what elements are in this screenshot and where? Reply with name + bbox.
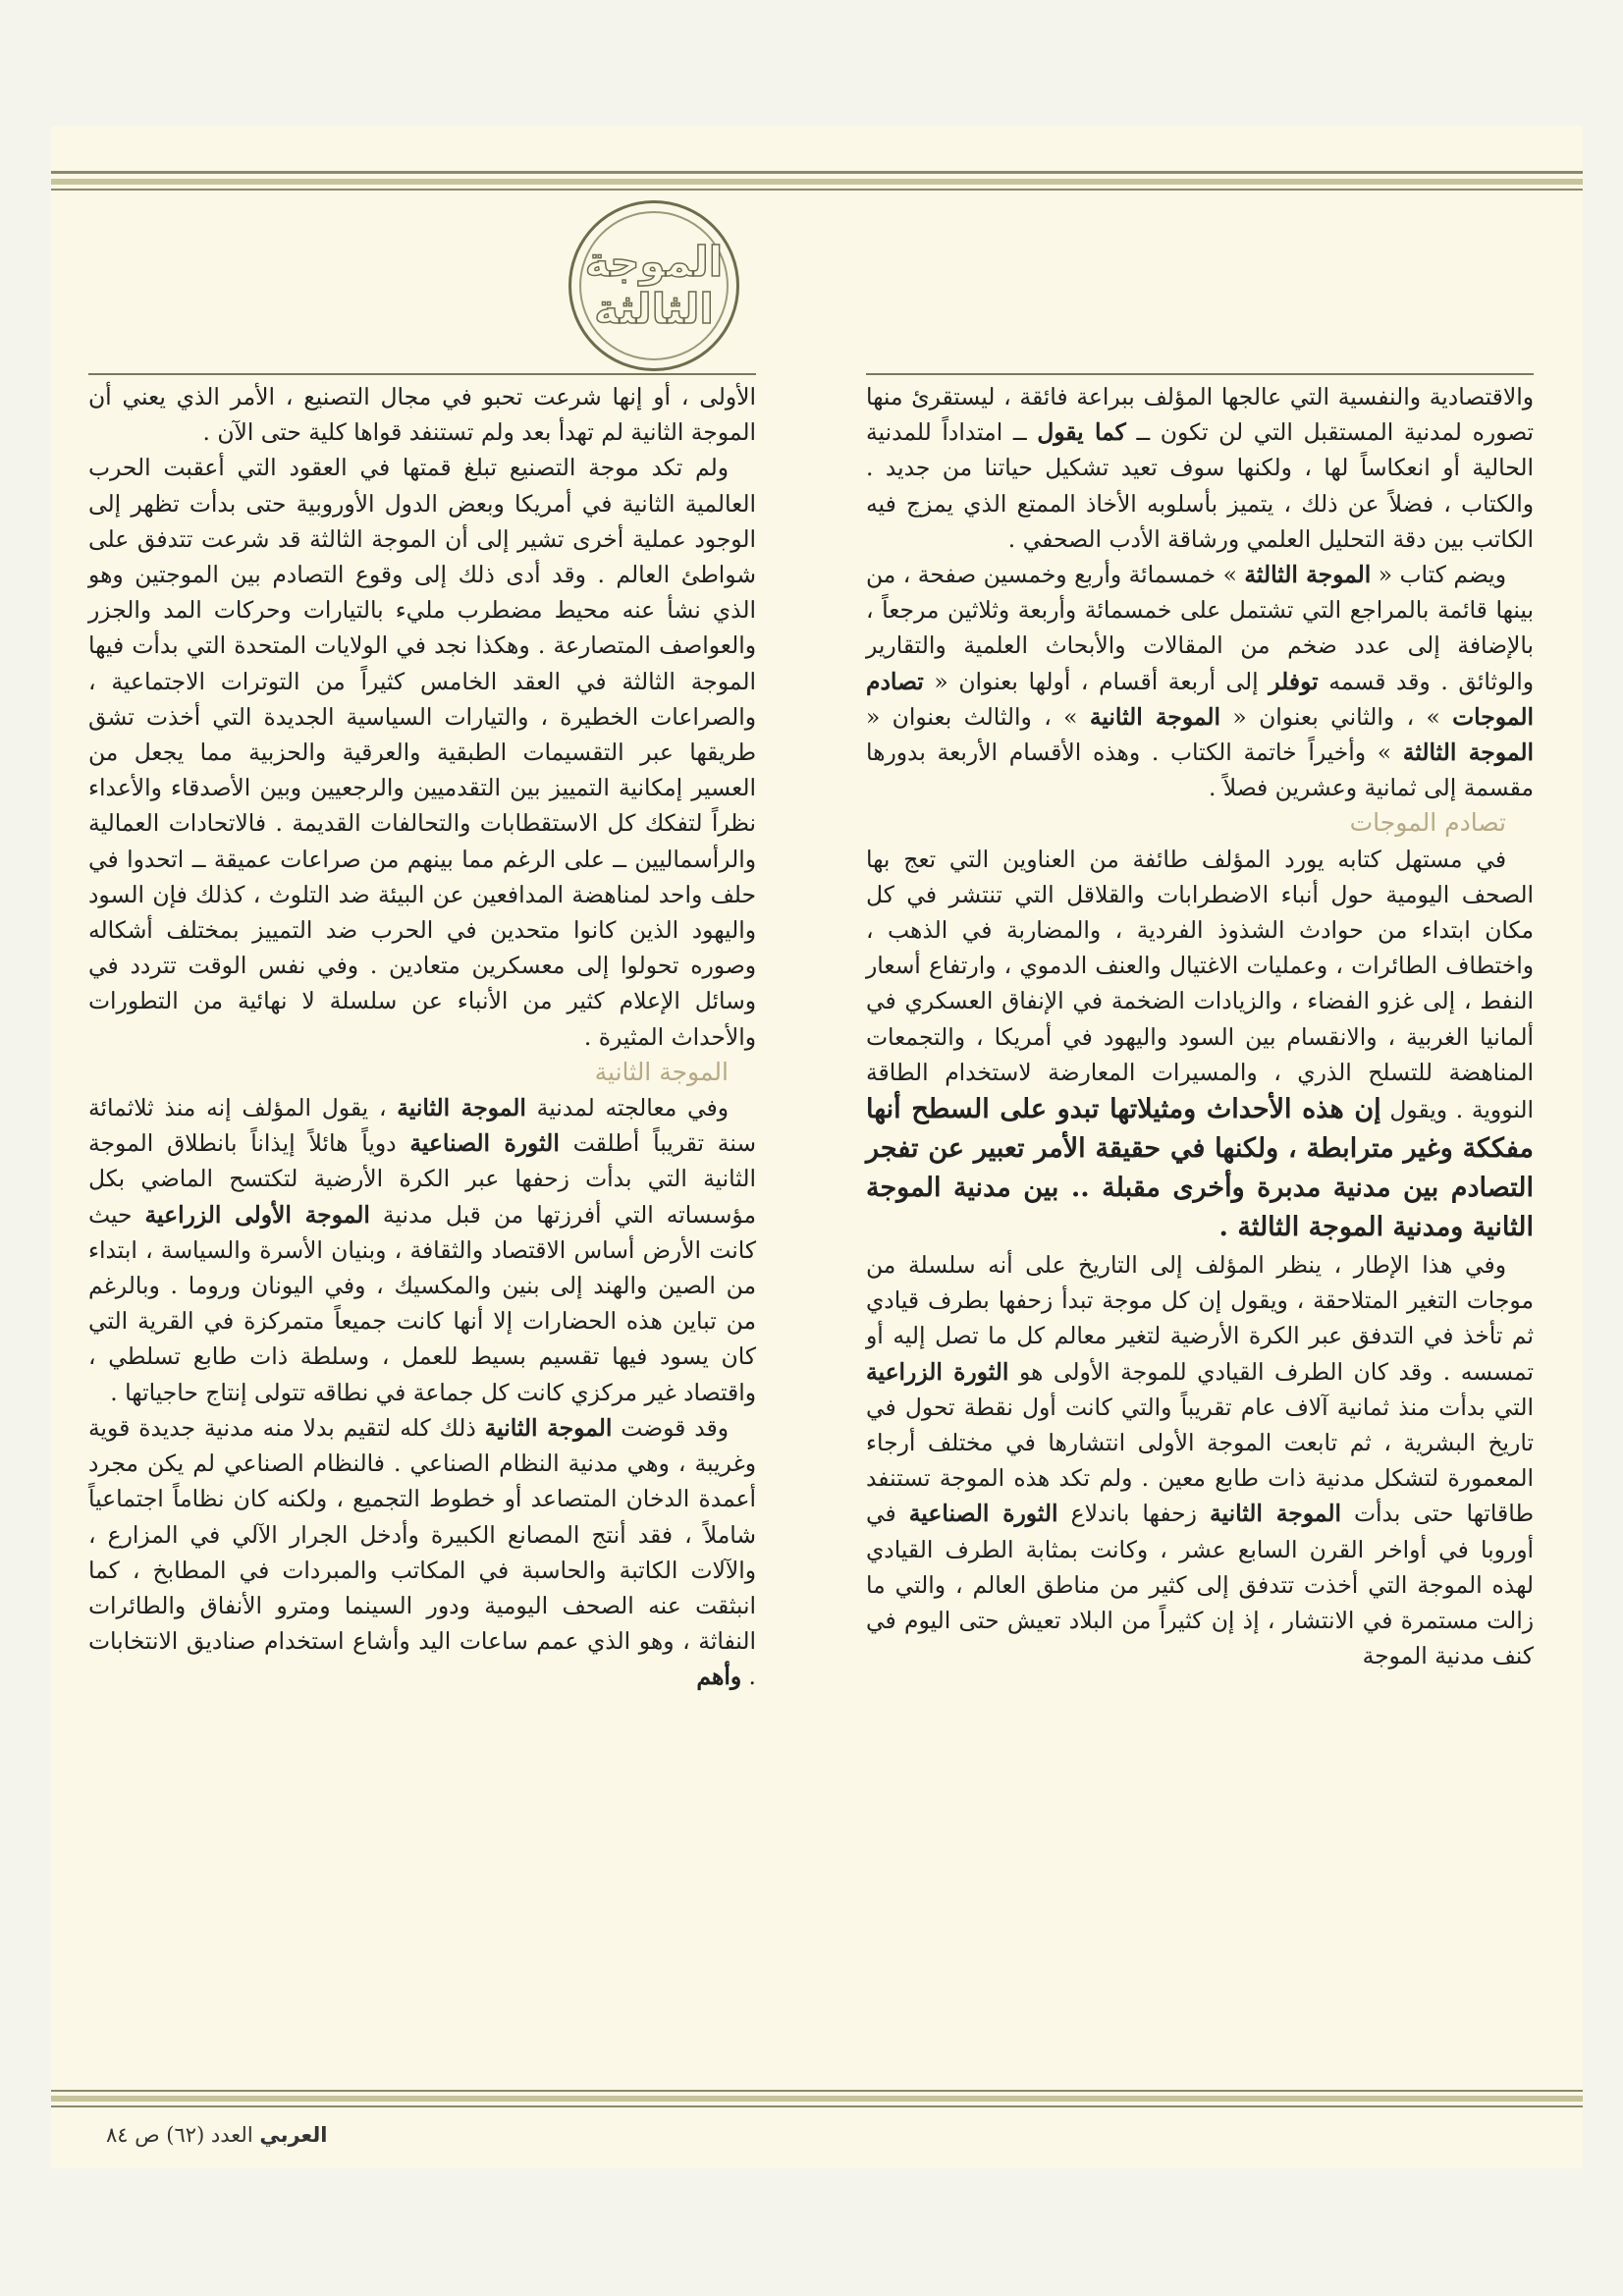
left-column: [88, 379, 756, 1695]
paragraph: وفي معالجته لمدنية الموجة الثانية ، يقول المؤلف إنه منذ ثلاثمائة سنة تقريباً أطلقت الثورة الصناعية دوياً هائلاً إيذاناً بانطلاق الموجة الثانية التي بدأت زحفها عبر الكرة الأرضية لتكتسح الماضي بكل مؤسساته التي أفرزتها من قبل مدنية الموجة الأولى الزراعية حيث كانت الأرض أساس الاقتصاد والثقافة ، وبنيان الأسرة والسياسة ، ابتداء من الصين والهند إلى بنين والمكسيك ، وفي اليونان وروما . وبالرغم من تباين هذه الحضارات إلا أنها كانت جميعاً متمركزة في القرية التي كان يسود فيها تقسيم بسيط للعمل ، وسلطة ذات طابع تسلطي ، واقتصاد غير مركزي كانت كل جماعة في نطاقه تتولى إنتاج حاجياتها .: [88, 1094, 757, 1406]
paragraph: وقد قوضت الموجة الثانية ذلك كله لتقيم بدلا منه مدنية جديدة قوية وغريبة ، وهي مدنية النظام الصناعي . فالنظام الصناعي لم يكن مجرد أعمدة الدخان المتصاعد أو خطوط التجميع ، ولكنه كان نظاماً اجتماعياً شاملاً ، فقد أنتج المصانع الكبيرة وأدخل الجرار الآلي في المزارع ، والآلات الكاتبة والحاسبة في المكاتب والمبردات في المطابخ ، كما انبثقت عنه الصحف اليومية ودور السينما ومترو الأنفاق والطائرات النفاثة ، وهو الذي عمم ساعات اليد وأشاع استخدام صناديق الانتخابات . وأهم: [88, 1413, 756, 1691]
page: [51, 126, 1583, 2168]
paragraph: ويضم كتاب « الموجة الثالثة » خمسمائة وأربع وخمسين صفحة ، من بينها قائمة بالمراجع التي تشتمل على خمسمائة وأربعة وثلاثين مرجعاً ، بالإضافة إلى عدد ضخم من المقالات والأبحاث العلمية والتقارير والوثائق . وقد قسمه توفلر إلى أربعة أقسام ، أولها بعنوان « تصادم الموجات » ، والثاني بعنوان « الموجة الثانية » ، والثالث بعنوان « الموجة الثالثة » وأخيراً خاتمة الكتاب . وهذه الأقسام الأربعة بدورها مقسمة إلى ثمانية وعشرين فصلاً .: [866, 561, 1534, 802]
section-heading-clash: تصادم الموجات: [1349, 808, 1506, 838]
paragraph: وفي هذا الإطار ، ينظر المؤلف إلى التاريخ على أنه سلسلة من موجات التغير المتلاحقة ، ويقول إن كل موجة تبدأ زحفها بطرف قيادي ثم تأخذ في التدفق عبر الكرة الأرضية لتغير معالم كل ما تصل إليه أو تمسسه . وقد كان الطرف القيادي للموجة الأولى هو الثورة الزراعية التي بدأت منذ ثمانية آلاف عام تقريباً والتي كانت أول نقطة تحول في تاريخ البشرية ، ثم تابعت الموجة الأولى انتشارها في مختلف أرجاء المعمورة لتشكل مدنية ذات طابع معين . ولم تكد هذه الموجة تستنفد طاقاتها حتى بدأت الموجة الثانية زحفها باندلاع الثورة الصناعية في أوروبا في أواخر القرن السابع عشر ، وكانت بمثابة الطرف القيادي لهذه الموجة التي أخذت تتدفق إلى كثير من مناطق العالم ، والتي ما زالت مستمرة في الانتشار ، إذ إن كثيراً من البلاد تعيش حتى اليوم في كنف مدنية الموجة: [866, 1251, 1535, 1670]
magazine-logo: العربي: [259, 2123, 328, 2147]
top-rule-inner: [51, 189, 1583, 191]
section-heading-second-wave: الموجة الثانية: [594, 1057, 729, 1086]
emblem-text: [579, 211, 729, 360]
bottom-rule: [51, 2090, 1583, 2092]
title-emblem: [568, 200, 739, 371]
top-rule: [51, 171, 1583, 174]
right-column: [866, 379, 1534, 1674]
bottom-rule-inner: [51, 2105, 1583, 2107]
paragraph: الأولى ، أو إنها شرعت تحبو في مجال التصنيع ، الأمر الذي يعني أن الموجة الثانية لم تهدأ بعد ولم تستنفد قواها كلية حتى الآن .: [88, 383, 756, 447]
paragraph: ولم تكد موجة التصنيع تبلغ قمتها في العقود التي أعقبت الحرب العالمية الثانية في أمريكا وبعض الدول الأوروبية حتى بدأت تظهر إلى الوجود عملية أخرى تشير إلى أن الموجة الثالثة قد شرعت تتدفق على شواطئ العالم . وقد أدى ذلك إلى وقوع التصادم بين الموجتين وهو الذي نشأ عنه محيط مضطرب مليء بالتيارات وحركات المد والجزر والعواصف المتصارعة . وهكذا نجد في الولايات المتحدة التي بدأت فيها الموجة الثالثة في العقد الخامس كثيراً من التوترات الاجتماعية ، والصراعات الخطيرة ، والتيارات السياسية الجديدة التي أخذت تشق طريقها عبر التقسيمات الطبقية والعرقية والحزبية مما يجعل من العسير إمكانية التمييز بين التقدميين والرجعيين وبين الأصدقاء والأعداء نظراً لتفكك كل الاستقطابات والتحالفات القديمة . فالاتحادات العمالية والرأسماليين ــ على الرغم مما بينهم من صراعات عميقة ــ اتحدوا في حلف واحد لمناهضة المدافعين عن البيئة ضد التلوث ، كذلك فإن السود واليهود الذين كانوا متحدين في الحرب ضد التمييز بمختلف أشكاله وصوره تحولوا إلى معسكرين متعادين . وفي نفس الوقت تتردد في وسائل الإعلام كثير من الأنباء عن سلسلة لا نهائية من التطورات والأحداث المثيرة .: [88, 454, 756, 1051]
top-rule-band: [51, 179, 1583, 185]
left-column-rule: [88, 373, 756, 375]
issue-page-number: العدد (٦٢) ص ٨٤: [106, 2123, 253, 2147]
bottom-rule-band: [51, 2096, 1583, 2102]
paragraph: والاقتصادية والنفسية التي عالجها المؤلف ببراعة فائقة ، ليستقرئ منها تصوره لمدنية المستقبل التي لن تكون ــ كما يقول ــ امتداداً للمدنية الحالية أو انعكاساً لها ، ولكنها سوف تعيد تشكيل حياتنا من جديد . والكتاب ، فضلاً عن ذلك ، يتميز بأسلوبه الأخاذ الممتع الذي يمزج فيه الكاتب بين دقة التحليل العلمي ورشاقة الأدب الصحفي .: [866, 383, 1534, 553]
emblem-line-1: الموجة: [584, 238, 724, 286]
page-footer: [106, 2123, 328, 2147]
paragraph: في مستهل كتابه يورد المؤلف طائفة من العناوين التي تعج بها الصحف اليومية حول أنباء الاضطرابات والقلاقل التي تنتشر في كل مكان ابتداء من حوادث الشذوذ الفردية ، والمضاربة في الذهب ، واختطاف الطائرات ، وعمليات الاغتيال والعنف الدموي ، وارتفاع أسعار النفط ، إلى غزو الفضاء ، والزيادات الضخمة في الإنفاق العسكري في ألمانيا الغربية ، والانقسام بين السود واليهود في أمريكا ، والتجمعات المناهضة للتسلح الذري ، والمسيرات المعارضة لاستخدام الطاقة النووية . ويقول إن هذه الأحداث ومثيلاتها تبدو على السطح أنها مفككة وغير مترابطة ، ولكنها في حقيقة الأمر تعبير عن تفجر التصادم بين مدنية مدبرة وأخرى مقبلة .. بين مدنية الموجة الثانية ومدنية الموجة الثالثة .: [866, 845, 1534, 1243]
emblem-line-2: الثالثة: [594, 285, 714, 333]
right-column-rule: [866, 373, 1534, 375]
